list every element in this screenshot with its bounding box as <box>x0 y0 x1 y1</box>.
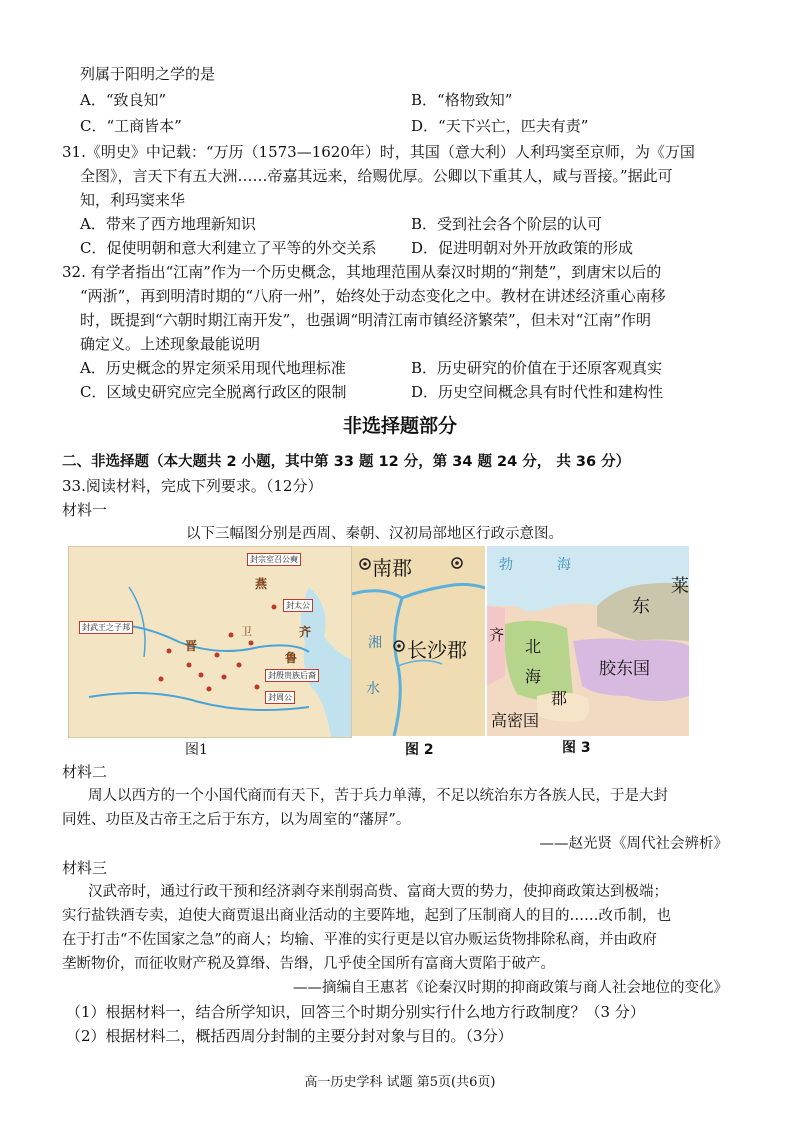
q31-option-d: D．促进明朝对外开放政策的形成 <box>411 239 634 257</box>
fig1-label: 封周公 <box>265 691 295 704</box>
q32-line-4: 确定义。上述现象最能说明 <box>80 335 261 353</box>
q32-option-c: C．区域史研究应完全脱离行政区的限制 <box>80 383 347 401</box>
fig1-label: 齐 <box>299 625 312 639</box>
figure-3-caption: 图 3 <box>562 740 591 756</box>
fig1-label: 封武王之子邦 <box>79 621 133 634</box>
material-2-line-2: 同姓、功臣及古帝王之后于东方，以为周室的“藩屏”。 <box>62 812 411 828</box>
q33-subquestion-1: （1）根据材料一，结合所学知识，回答三个时期分别实行什么地方行政制度？（3 分） <box>66 1003 645 1021</box>
figure-2-caption: 图 2 <box>405 742 434 758</box>
q32-line-1: 32. 有学者指出“江南”作为一个历史概念，其地理范围从秦汉时期的“荆楚”，到唐宋以后的 <box>62 263 662 281</box>
material-3-line-3: 在于打击“不佐国家之急”的商人；均输、平准的实行更是以官办贩运货物排除私商，并由政府 <box>62 932 657 948</box>
material-1-label: 材料一 <box>62 501 108 519</box>
fig1-label: 燕 <box>255 577 268 591</box>
q31-option-c: C．促使明朝和意大利建立了平等的外交关系 <box>80 239 377 257</box>
page-footer: 高一历史学科 试题 第5页(共6页) <box>304 1075 496 1090</box>
fig1-label: 封太公 <box>283 599 313 612</box>
material-3-source: ——摘编自王惠茗《论秦汉时期的抑商政策与商人社会地位的变化》 <box>293 980 728 996</box>
q31-option-b: B．受到社会各个阶层的认可 <box>411 215 603 233</box>
figure-1-western-zhou-map <box>68 546 352 738</box>
q30-option-c: C．“工商皆本” <box>80 117 182 135</box>
fig2-label: 水 <box>366 681 380 697</box>
material-3-line-4: 垄断物价，而征收财产税及算缗、告缗，几乎使全国所有富商大贾陷于破产。 <box>62 956 555 972</box>
fig2-label: 湘 <box>368 635 382 651</box>
q30-option-d: D．“天下兴亡，匹夫有责” <box>411 117 589 135</box>
figure-1-caption: 图1 <box>185 742 208 758</box>
section-header: 二、非选择题（本大题共 2 小题，其中第 33 题 12 分，第 34 题 24 分， 共 36 分） <box>62 454 631 470</box>
q30-option-b: B．“格物致知” <box>411 91 513 109</box>
fig3-label: 胶东国 <box>599 659 650 679</box>
material-1-intro: 以下三幅图分别是西周、秦朝、汉初局部地区行政示意图。 <box>186 526 563 542</box>
material-3-line-2: 实行盐铁酒专卖，迫使大商贾退出商业活动的主要阵地，起到了压制商人的目的……改币制，也 <box>62 908 671 924</box>
fig1-label: 卫 <box>241 625 252 638</box>
q31-line-1: 31.《明史》中记载：“万历（1573—1620年）时，其国（意大利）人利玛窦至京师，为《万国 <box>62 143 695 161</box>
section-title: 非选择题部分 <box>342 415 457 437</box>
fig3-label: 郡 <box>551 689 568 708</box>
fig3-label: 齐 <box>489 626 505 644</box>
q32-line-3: 时，既提到“六朝时期江南开发”，也强调“明清江南市镇经济繁荣”，但未对“江南”作明 <box>80 311 652 329</box>
q30-stem-tail: 列属于阳明之学的是 <box>80 65 216 83</box>
fig1-label: 封殷贵族后裔 <box>265 669 319 682</box>
fig3-label: 莱 <box>671 576 689 597</box>
fig1-label: 晋 <box>185 639 198 653</box>
q32-option-b: B．历史研究的价值在于还原客观真实 <box>411 359 663 377</box>
fig1-label: 封宗室召公奭 <box>247 553 301 566</box>
q32-option-a: A．历史概念的界定须采用现代地理标准 <box>80 359 346 377</box>
q33-stem: 33.阅读材料，完成下列要求。（12分） <box>62 477 323 495</box>
material-3-label: 材料三 <box>62 859 108 877</box>
fig3-label: 海 <box>525 667 542 686</box>
material-2-source: ——赵光贤《周代社会辨析》 <box>539 836 728 852</box>
figure-1-map-drawing <box>69 547 351 737</box>
fig1-label: 鲁 <box>285 651 298 665</box>
q30-option-a: A．“致良知” <box>80 91 167 109</box>
q32-line-2: “两浙”，再到明清时期的“八府一州”，始终处于动态变化之中。教材在讲述经济重心南移 <box>80 287 666 305</box>
fig2-label: 长沙郡 <box>407 638 467 662</box>
fig3-label: 东 <box>632 596 650 617</box>
material-2-label: 材料二 <box>62 763 108 781</box>
fig3-label: 勃 <box>499 557 513 573</box>
material-2-line-1: 周人以西方的一个小国代商而有天下，苦于兵力单薄，不足以统治东方各族人民，于是大封 <box>88 788 668 804</box>
fig3-label: 海 <box>557 557 571 573</box>
q31-line-3: 知，利玛窦来华 <box>80 191 186 209</box>
q31-line-2: 全图》，言天下有五大洲……帝嘉其远来，给赐优厚。公卿以下重其人，咸与晋接。”据此可 <box>80 167 673 185</box>
material-3-line-1: 汉武帝时，通过行政干预和经济剥夺来削弱高赀、富商大贾的势力，使抑商政策达到极端； <box>88 884 668 900</box>
figure-2-qin-map <box>352 546 485 736</box>
figure-3-early-han-map <box>487 546 689 736</box>
q32-option-d: D．历史空间概念具有时代性和建构性 <box>411 383 664 401</box>
fig2-label: 南郡 <box>372 556 412 580</box>
fig3-label: 北 <box>525 637 542 656</box>
fig3-label: 高密国 <box>491 711 540 730</box>
q31-option-a: A．带来了西方地理新知识 <box>80 215 256 233</box>
q33-subquestion-2: （2）根据材料二，概括西周分封制的主要分封对象与目的。（3分） <box>66 1027 513 1045</box>
